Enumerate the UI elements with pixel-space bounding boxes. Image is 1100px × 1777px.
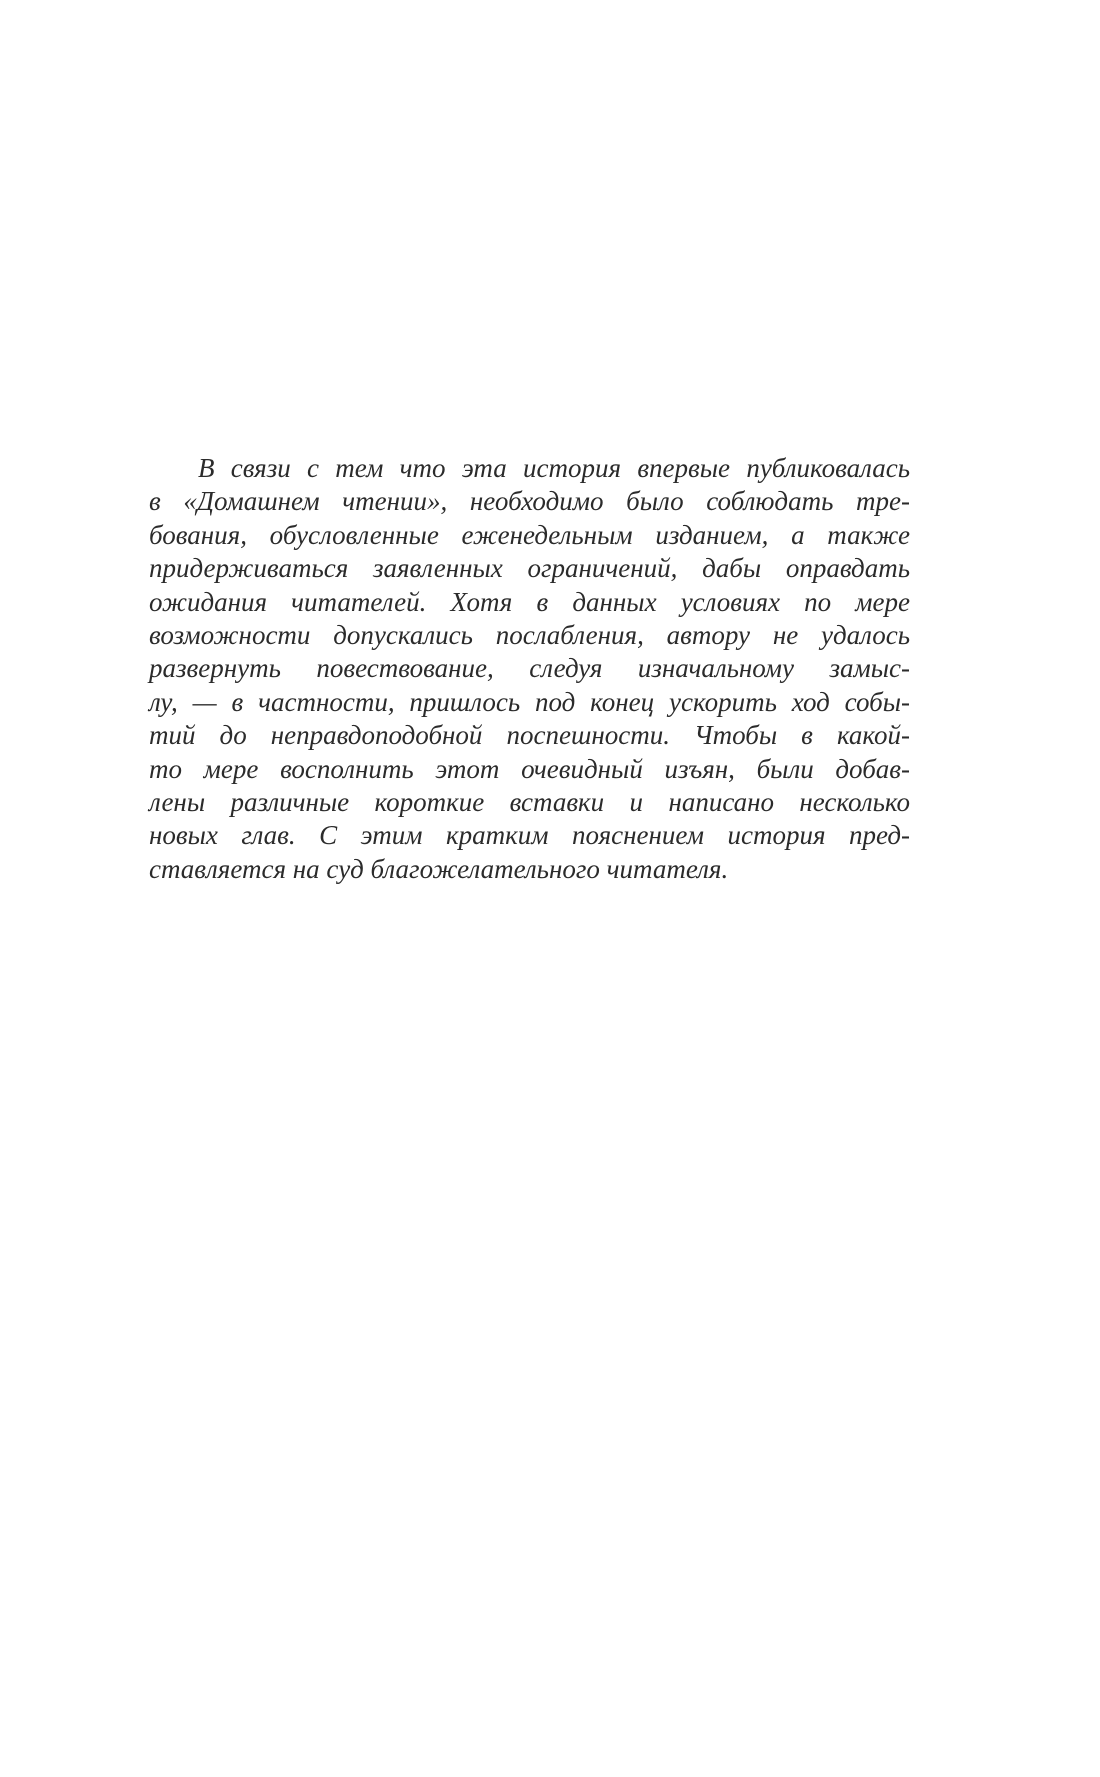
text-line: лу, — в частности, пришлось под конец ускорить ход собы- [149, 686, 910, 717]
text-line: В связи с тем что эта история впервые публиковалась [198, 453, 910, 483]
text-line: в «Домашнем чтении», необходимо было соблюдать тре- [149, 486, 910, 517]
text-line: то мере восполнить этот очевидный изъян, были добав- [149, 753, 910, 784]
text-line: придерживаться заявленных ограничений, дабы оправдать [149, 553, 910, 584]
text-line: возможности допускались послабления, автору не удалось [149, 619, 910, 650]
text-line: тий до неправдоподобной поспешности. Чтобы в какой- [149, 720, 910, 751]
text-line-last: ставляется на суд благожелательного читателя. [149, 853, 729, 884]
text-line: развернуть повествование, следуя изначальному замыс- [149, 653, 910, 684]
text-line: бования, обусловленные еженедельным изданием, а также [149, 519, 910, 550]
text-line: ожидания читателей. Хотя в данных условиях по мере [149, 586, 910, 617]
text-line: новых глав. С этим кратким пояснением история пред- [149, 820, 910, 851]
preface-paragraph [149, 452, 910, 886]
text-line: лены различные короткие вставки и написано несколько [149, 786, 910, 817]
